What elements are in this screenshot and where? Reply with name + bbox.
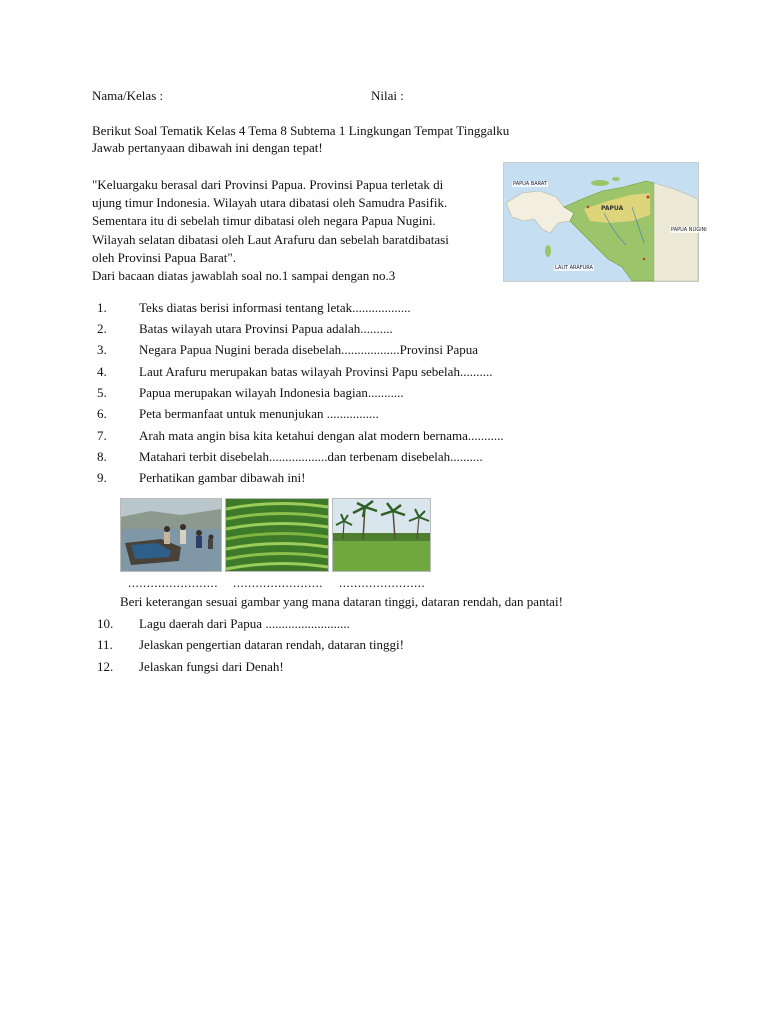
- photo-3-answer-blank: .......................: [339, 575, 426, 590]
- question-3-number: 3.: [97, 342, 107, 357]
- instruction-line: Jawab pertanyaan dibawah ini dengan tepat!: [92, 140, 323, 155]
- question-4-text: Laut Arafuru merupakan batas wilayah Provinsi Papu sebelah..........: [139, 364, 493, 379]
- terrace-field-photo: [225, 498, 329, 572]
- question-7-text: Arah mata angin bisa kita ketahui dengan alat modern bernama...........: [139, 428, 504, 443]
- score-label: Nilai :: [371, 88, 404, 103]
- question-11-text: Jelaskan pengertian dataran rendah, dataran tinggi!: [139, 637, 404, 652]
- map-label-laut-arafura: LAUT ARAFURA: [555, 265, 593, 271]
- reading-passage: "Keluargaku berasal dari Provinsi Papua. Provinsi Papua terletak di ujung timur Indonesia. Wilayah utara dibatasi oleh Samudra Pasifik. Sementara itu di sebelah timur dibatasi oleh negara Papua Nugini. Wilayah selatan dibatasi oleh Laut Arafuru dan sebelah baratdibatasi oleh Provinsi Papua Barat". Dari bacaan diatas jawablah soal no.1 sampai dengan no.3: [92, 177, 449, 284]
- question-6-text: Peta bermanfaat untuk menunjukan ................: [139, 406, 379, 421]
- beach-photo: [120, 498, 222, 572]
- question-8-number: 8.: [97, 449, 107, 464]
- question-7-number: 7.: [97, 428, 107, 443]
- question-3-text: Negara Papua Nugini berada disebelah..................Provinsi Papua: [139, 342, 479, 357]
- question-10-number: 10.: [97, 616, 114, 631]
- question-1-number: 1.: [97, 300, 107, 315]
- papua-map: [503, 162, 707, 282]
- question-9-number: 9.: [97, 470, 107, 485]
- question-5-text: Papua merupakan wilayah Indonesia bagian...........: [139, 385, 404, 400]
- photo-instruction: Beri keterangan sesuai gambar yang mana dataran tinggi, dataran rendah, dan pantai!: [120, 594, 563, 609]
- rice-field-palm-photo: [332, 498, 431, 572]
- worksheet-title: Berikut Soal Tematik Kelas 4 Tema 8 Subtema 1 Lingkungan Tempat Tinggalku: [92, 123, 510, 138]
- question-11-number: 11.: [97, 637, 113, 652]
- question-2-number: 2.: [97, 321, 107, 336]
- question-9-text: Perhatikan gambar dibawah ini!: [139, 470, 306, 485]
- question-6-number: 6.: [97, 406, 107, 421]
- question-10-text: Lagu daerah dari Papua ..........................: [139, 616, 350, 631]
- map-label-papua-nugini: PAPUA NUGINI: [671, 227, 707, 233]
- map-label-papua: PAPUA: [601, 205, 624, 212]
- question-5-number: 5.: [97, 385, 107, 400]
- name-class-label: Nama/Kelas :: [92, 88, 164, 103]
- question-1-text: Teks diatas berisi informasi tentang letak..................: [139, 300, 411, 315]
- question-12-text: Jelaskan fungsi dari Denah!: [139, 659, 284, 674]
- question-12-number: 12.: [97, 659, 114, 674]
- photo-2-answer-blank: ........................: [233, 575, 323, 590]
- question-4-number: 4.: [97, 364, 107, 379]
- question-8-text: Matahari terbit disebelah..................dan terbenam disebelah..........: [139, 449, 483, 464]
- question-2-text: Batas wilayah utara Provinsi Papua adalah..........: [139, 321, 393, 336]
- map-label-papua-barat: PAPUA BARAT: [513, 181, 548, 187]
- photo-1-answer-blank: ........................: [128, 575, 218, 590]
